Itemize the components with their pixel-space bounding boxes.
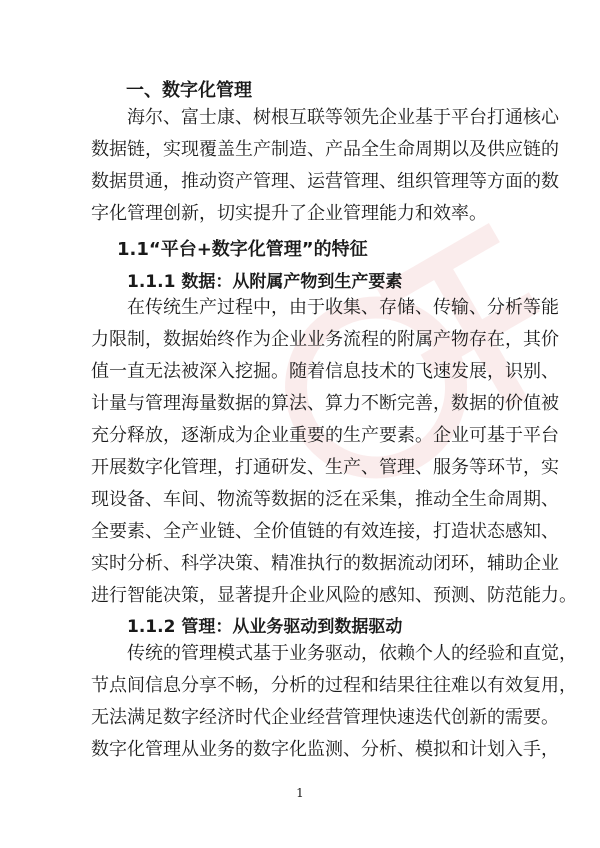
text-line: 实时分析、科学决策、精准执行的数据流动闭环，辅助企业: [91, 553, 559, 574]
text-line: 进行智能决策，显著提升企业风险的感知、预测、防范能力。: [91, 585, 577, 606]
text-line: 全要素、全产业链、全价值链的有效连接，打造状态感知、: [91, 521, 559, 542]
data-paragraph: [91, 292, 577, 612]
text-line: 现设备、车间、物流等数据的泛在采集，推动全生命周期、: [91, 489, 559, 510]
text-line: 无法满足数字经济时代企业经营管理快速迭代创新的需要。: [91, 707, 559, 728]
intro-paragraph: [91, 102, 559, 230]
text-line: 值一直无法被深入挖掘。随着信息技术的飞速发展，识别、: [91, 361, 559, 382]
text-line: 在传统生产过程中，由于收集、存储、传输、分析等能: [127, 297, 559, 318]
text-line: 节点间信息分享不畅，分析的过程和结果往往难以有效复用，: [91, 675, 577, 696]
page-number: 1: [296, 786, 304, 800]
subsubsection-heading-management: 1.1.2 管理：从业务驱动到数据驱动: [127, 617, 403, 637]
text-line: 数字化管理从业务的数字化监测、分析、模拟和计划入手，: [91, 739, 559, 760]
text-line: 海尔、富士康、树根互联等领先企业基于平台打通核心: [127, 107, 559, 128]
section-heading: 一、数字化管理: [126, 80, 252, 101]
subsection-heading: 1.1“平台+数字化管理”的特征: [117, 239, 368, 260]
text-line: 数据链，实现覆盖生产制造、产品全生命周期以及供应链的: [91, 139, 559, 160]
text-line: 开展数字化管理，打通研发、生产、管理、服务等环节，实: [91, 457, 559, 478]
text-line: 计量与管理海量数据的算法、算力不断完善，数据的价值被: [91, 393, 559, 414]
text-line: 力限制，数据始终作为企业业务流程的附属产物存在，其价: [91, 329, 559, 350]
text-line: 传统的管理模式基于业务驱动，依赖个人的经验和直觉，: [127, 643, 577, 664]
subsubsection-heading-data: 1.1.1 数据：从附属产物到生产要素: [127, 272, 403, 292]
text-line: 数据贯通，推动资产管理、运营管理、组织管理等方面的数: [91, 171, 559, 192]
management-paragraph: [91, 638, 577, 766]
text-line: 字化管理创新，切实提升了企业管理能力和效率。: [91, 203, 487, 224]
text-line: 充分释放，逐渐成为企业重要的生产要素。企业可基于平台: [91, 425, 559, 446]
